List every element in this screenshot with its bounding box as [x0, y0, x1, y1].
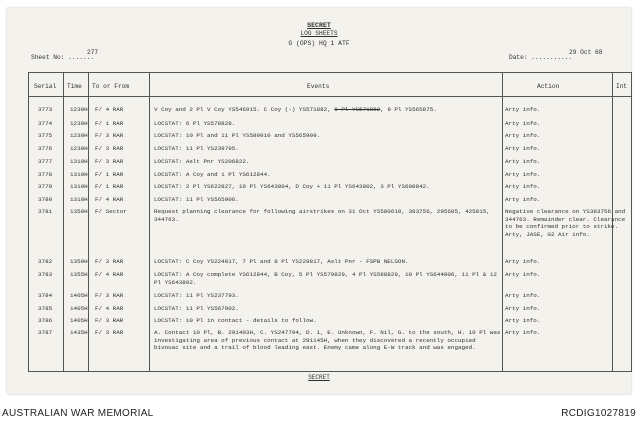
row-events: LOCSTAT: A Coy and 1 Pl YS612844. [154, 171, 271, 178]
sheet-dots: ....... [68, 54, 95, 61]
col-to-from: To or From [92, 83, 130, 90]
row-events: LOCSTAT: 11 Pl YS567902. [154, 305, 239, 312]
date-dots: ........... [531, 54, 573, 61]
row-serial: 3775 [38, 132, 53, 139]
sheet-number-label [31, 54, 94, 61]
row-action: Arty info. [505, 329, 541, 336]
row-to-from: F/ 1 RAR [95, 120, 124, 127]
row-to-from: F/ 1 RAR [95, 171, 124, 178]
row-to-from: F/ 3 RAR [95, 292, 124, 299]
row-events: LOCSTAT: 11 Pl YS565906. [154, 196, 239, 203]
col-divider [502, 73, 503, 371]
row-action: Arty info. [505, 258, 541, 265]
row-to-from: F/ 3 RAR [95, 158, 124, 165]
struck-text: 9 Pl YS571882 [334, 106, 381, 113]
sheet-number: 277 [87, 49, 99, 56]
row-action: Arty info. [505, 106, 541, 113]
row-to-from: F/ 1 RAR [95, 183, 124, 190]
row-serial: 3784 [38, 292, 53, 299]
row-serial: 3783 [38, 271, 53, 278]
row-serial: 3774 [38, 120, 53, 127]
col-divider [88, 73, 89, 371]
date-value: 29 Oct 68 [569, 49, 603, 56]
row-time: 1230H [70, 145, 88, 152]
col-action: Action [537, 83, 560, 90]
row-to-from: F/ Sector [95, 208, 127, 215]
row-to-from: F/ 3 RAR [95, 132, 124, 139]
row-time: 1310H [70, 183, 88, 190]
row-action: Arty info. [505, 271, 541, 278]
header-divider [29, 96, 631, 97]
row-time: 1405H [70, 305, 88, 312]
col-divider [63, 73, 64, 371]
row-to-from: F/ 3 RAR [95, 317, 124, 324]
row-time: 1350H [70, 258, 88, 265]
row-serial: 3773 [38, 106, 53, 113]
row-serial: 3776 [38, 145, 53, 152]
row-to-from: F/ 3 RAR [95, 145, 124, 152]
col-int: Int [616, 83, 628, 90]
row-time: 1310H [70, 171, 88, 178]
row-time: 1310H [70, 196, 88, 203]
row-action: Arty info. [505, 196, 541, 203]
row-to-from: F/ 4 RAR [95, 271, 124, 278]
row-action: Arty info. [505, 120, 541, 127]
row-serial: 3779 [38, 183, 53, 190]
date-label-text: Date: [509, 54, 528, 61]
row-to-from: F/ 3 RAR [95, 329, 124, 336]
archive-credit: AUSTRALIAN WAR MEMORIAL [2, 408, 154, 419]
row-time: 1405H [70, 292, 88, 299]
row-events: LOCSTAT: 11 Pl YS237793. [154, 292, 239, 299]
col-serial: Serial [34, 83, 57, 90]
row-events: LOCSTAT: C Coy YS224817, 7 Pl and 8 Pl YS229817, Aslt Pnr - FSPB NELSON. [154, 258, 409, 265]
row-action: Arty info. [505, 317, 541, 324]
row-time: 1230H [70, 106, 88, 113]
col-divider [149, 73, 150, 371]
row-time: 1405H [70, 317, 88, 324]
row-events: LOCSTAT: 6 Pl YS578828. [154, 120, 236, 127]
row-time: 1230H [70, 120, 88, 127]
row-events-text: V Coy and 2 Pl V Coy YS546915. C Coy (-) YS571882, [154, 106, 335, 113]
row-serial: 3787 [38, 329, 53, 336]
row-serial: 3782 [38, 258, 53, 265]
sheet-label: Sheet No: [31, 54, 65, 61]
row-events: LOCSTAT: 10 Pl and 11 Pl YS580910 and YS565909. [154, 132, 321, 139]
row-to-from: F/ 4 RAR [95, 196, 124, 203]
row-time: 1230H [70, 132, 88, 139]
col-events: Events [307, 83, 330, 90]
row-time: 1435H [70, 329, 88, 336]
row-events [154, 106, 502, 114]
row-events: LOCSTAT: 2 Pl YS622827, 10 Pl YS643804, D Coy + 11 Pl YS643802, 3 Pl YS608842. [154, 183, 430, 190]
classification-footer: SECRET [308, 374, 330, 381]
archive-id: RCDIG1027819 [561, 408, 636, 419]
row-action: Negative clearance on YS383756 and 344763. Remainder clear. Clearance to be confirmed prior to strike. Arty, JASE, G2 Air info. [505, 208, 626, 238]
row-events: Request planning clearance for following airstrikes on 31 Oct YS580610, 383756, 295685, 425815, 344763. [154, 208, 490, 223]
row-action: Arty info. [505, 292, 541, 299]
row-time: 1310H [70, 158, 88, 165]
row-serial: 3785 [38, 305, 53, 312]
row-serial: 3780 [38, 196, 53, 203]
row-events: LOCSTAT: A Coy complete YS612844, B Coy, 5 Pl YS579829, 4 Pl YS588829, 10 Pl YS644806, 11 Pl & 12 Pl YS643802. [154, 271, 497, 286]
row-action: Arty info. [505, 305, 541, 312]
classification-header: SECRET [307, 22, 331, 29]
row-events-text: , 9 Pl YS565875. [380, 106, 437, 113]
row-serial: 3778 [38, 171, 53, 178]
row-to-from: F/ 4 RAR [95, 305, 124, 312]
row-to-from: F/ 4 RAR [95, 106, 124, 113]
row-time: 1355H [70, 271, 88, 278]
row-serial: 3777 [38, 158, 53, 165]
date-label [509, 54, 572, 61]
col-time: Time [67, 83, 82, 90]
log-title: LOG SHEETS [300, 30, 338, 37]
row-serial: 3781 [38, 208, 53, 215]
row-action: Arty info. [505, 158, 541, 165]
row-action: Arty info. [505, 132, 541, 139]
row-to-from: F/ 3 RAR [95, 258, 124, 265]
unit-title: G (OPS) HQ 1 ATF [288, 40, 350, 47]
row-events: LOCSTAT: 11 Pl YS239795. [154, 145, 239, 152]
row-action: Arty info. [505, 145, 541, 152]
row-serial: 3786 [38, 317, 53, 324]
row-action: Arty info. [505, 183, 541, 190]
row-events: A. Contact 10 Pl, B. 291403H, C. YS247794, D. 1, E. Unknown, F. Nil, G. to the south, H. 10 Pl was investigating area of previous contact at 291145H, when they discovered a recently occupied bivouac site and a trail of blood leading east. Enemy came along E-W track and was engaged. [154, 329, 501, 352]
log-sheet [7, 8, 631, 394]
row-events: LOCSTAT: 10 Pl in contact - details to follow. [154, 317, 317, 324]
row-action: Arty info. [505, 171, 541, 178]
row-time: 1350H [70, 208, 88, 215]
log-table [28, 72, 632, 372]
row-events: LOCSTAT: Aslt Pnr YS206822. [154, 158, 250, 165]
